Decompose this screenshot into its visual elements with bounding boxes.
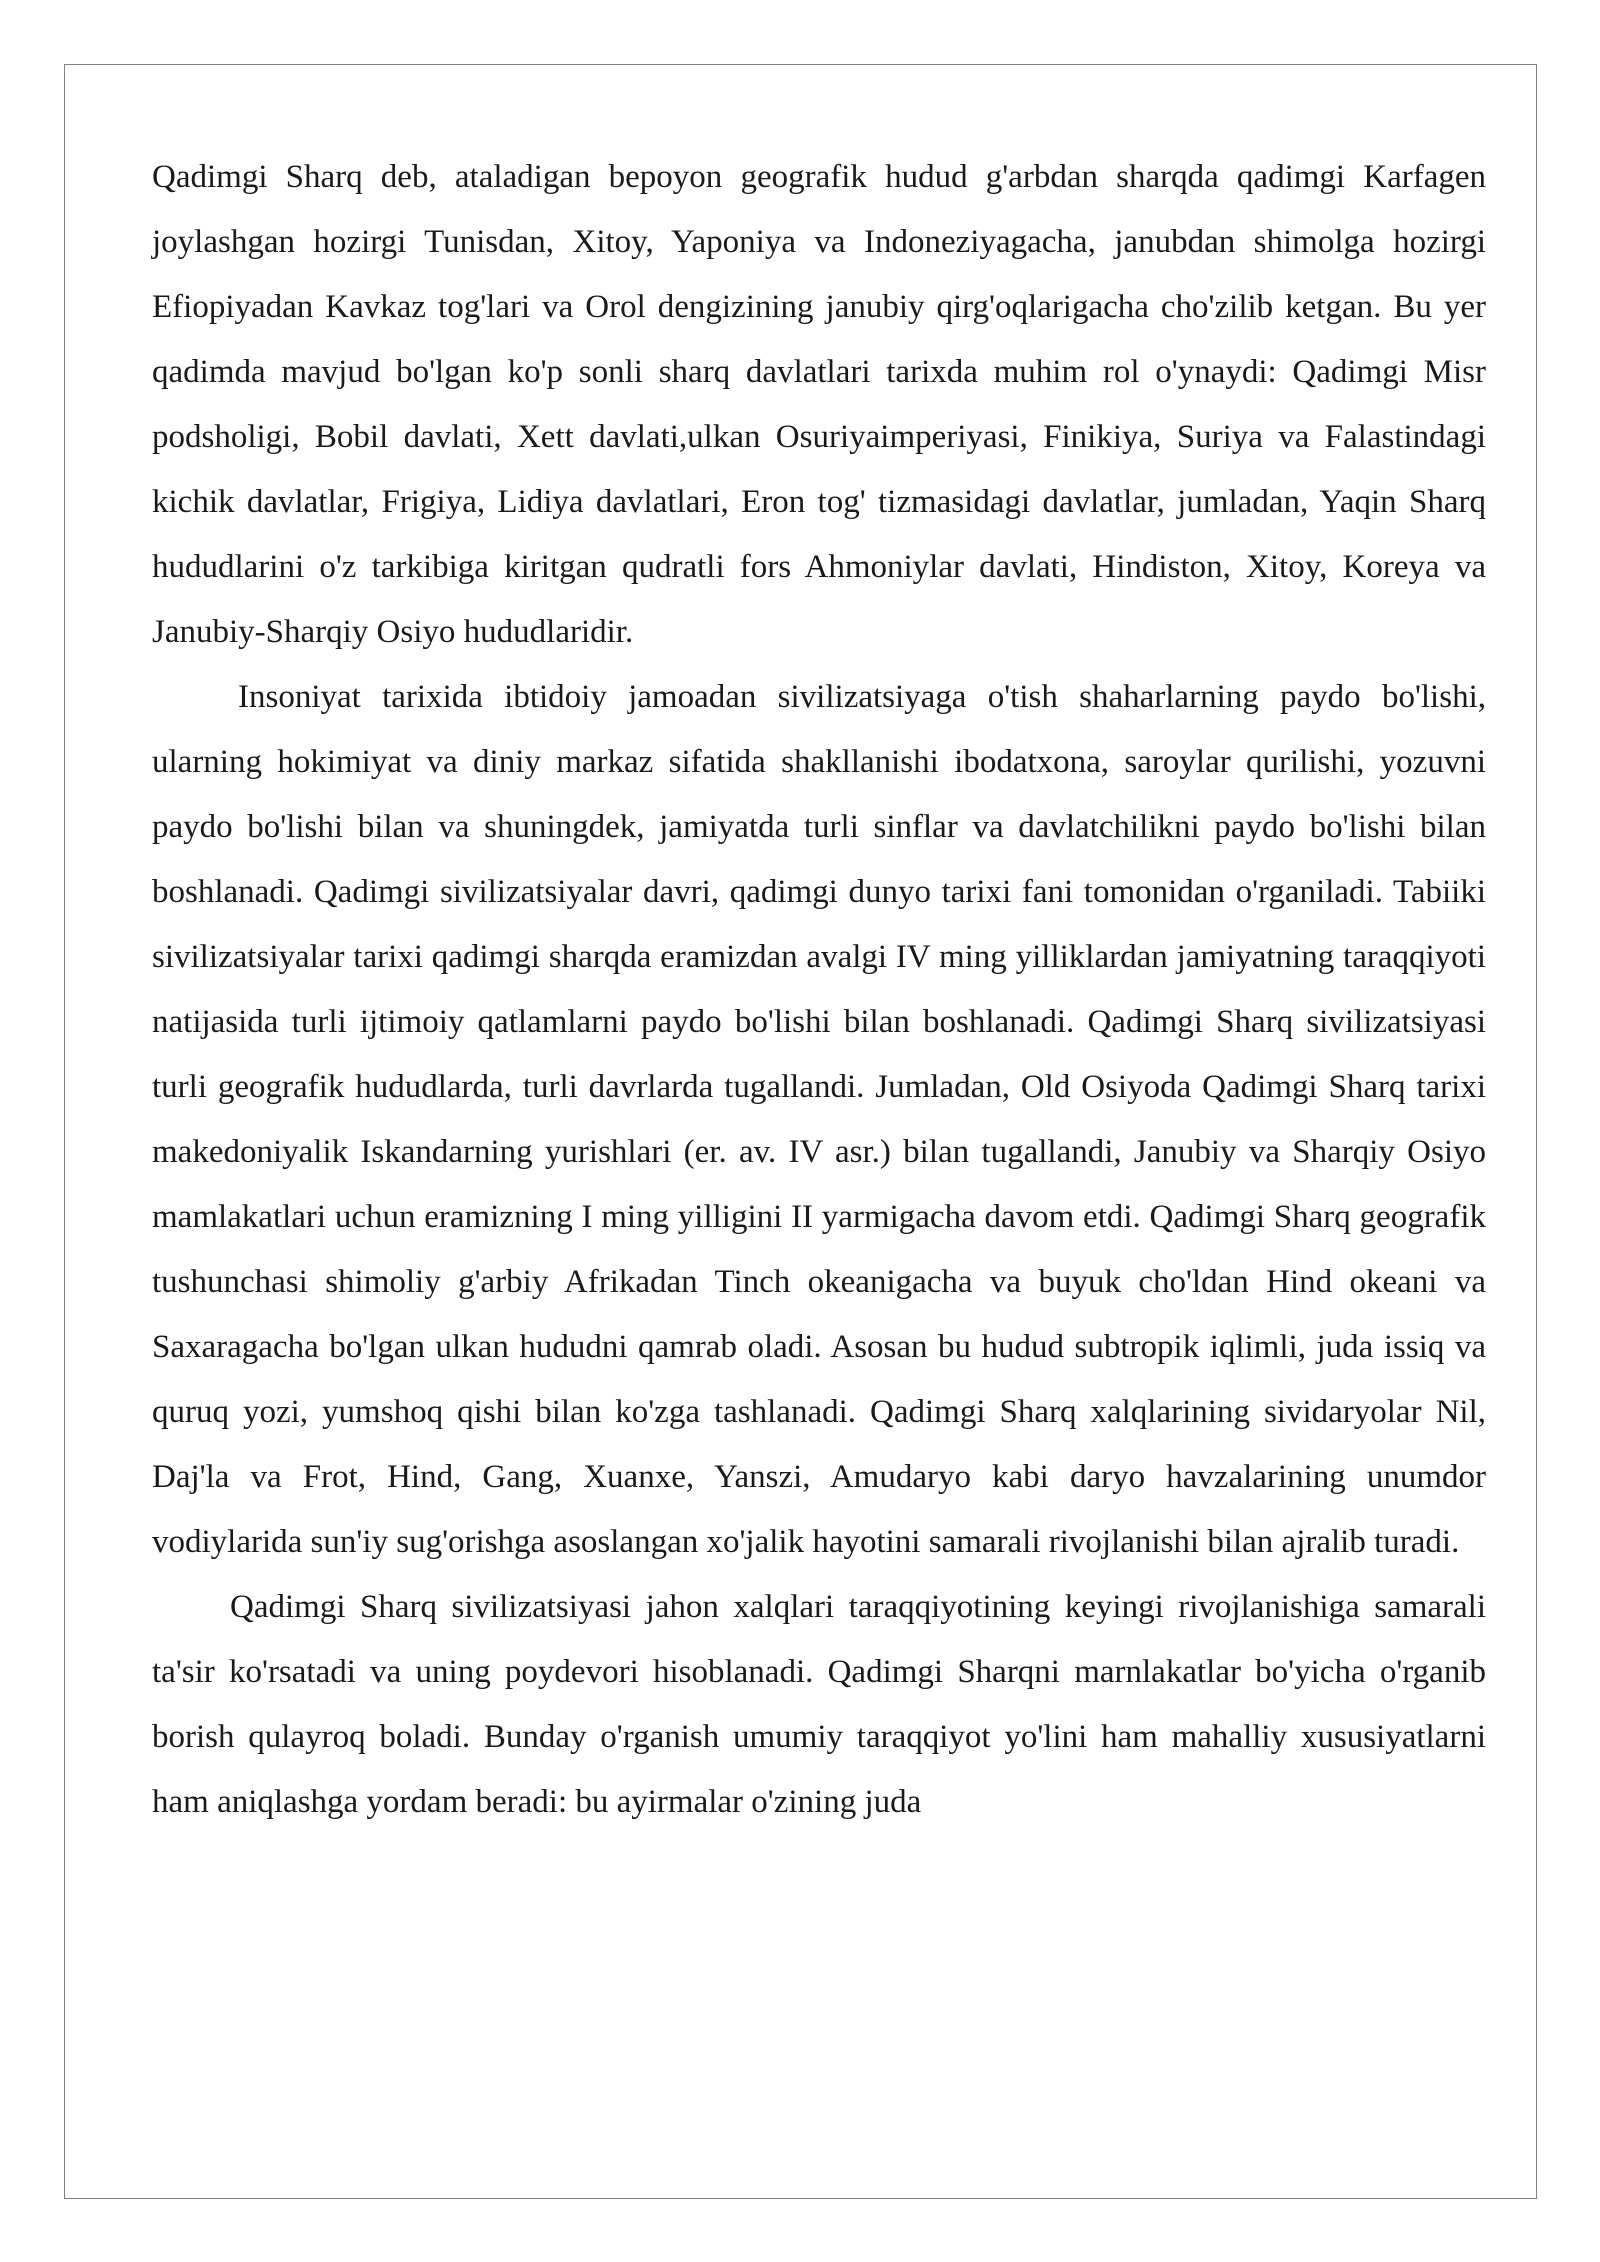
paragraph-2: Insoniyat tarixida ibtidoiy jamoadan sivilizatsiyaga o'tish shaharlarning paydo bo'lishi, ularning hokimiyat va diniy markaz sifatida shakllanishi ibodatxona, saroylar qurilishi, yozuvni paydo bo'lishi bilan va shuningdek, jamiyatda turli sinflar va davlatchilikni paydo bo'lishi bilan boshlanadi. Qadimgi sivilizatsiyalar davri, qadimgi dunyo tarixi fani tomonidan o'rganiladi. Tabiiki sivilizatsiyalar tarixi qadimgi sharqda eramizdan avalgi IV ming yilliklardan jamiyatning taraqqiyoti natijasida turli ijtimoiy qatlamlarni paydo bo'lishi bilan boshlanadi. Qadimgi Sharq sivilizatsiyasi turli geografik hududlarda, turli davrlarda tugallandi. Jumladan, Old Osiyoda Qadimgi Sharq tarixi makedoniyalik Iskandarning yurishlari (er. av. IV asr.) bilan tugallandi, Janubiy va Sharqiy Osiyo mamlakatlari uchun eramizning I ming yilligini II yarmigacha davom etdi. Qadimgi Sharq geografik tushunchasi shimoliy g'arbiy Afrikadan Tinch okeanigacha va buyuk cho'ldan Hind okeani va Saxaragacha bo'lgan ulkan hududni qamrab oladi. Asosan bu hudud subtropik iqlimli, juda issiq va quruq yozi, yumshoq qishi bilan ko'zga tashlanadi. Qadimgi Sharq xalqlarining sividaryolar Nil, Daj'la va Frot, Hind, Gang, Xuanxe, Yanszi, Amudaryo kabi daryo havzalarining unumdor vodiylarida sun'iy sug'orishga asoslangan xo'jalik hayotini samarali rivojlanishi bilan ajralib turadi. — [152, 679, 1486, 1560]
document-body — [152, 145, 1486, 1835]
paragraph-1: Qadimgi Sharq deb, ataladigan bepoyon geografik hudud g'arbdan sharqda qadimgi Karfagen joylashgan hozirgi Tunisdan, Xitoy, Yaponiya va Indoneziyagacha, janubdan shimolga hozirgi Efiopiyadan Kavkaz tog'lari va Orol dengizining janubiy qirg'oqlarigacha cho'zilib ketgan. Bu yer qadimda mavjud bo'lgan ko'p sonli sharq davlatlari tarixda muhim rol o'ynaydi: Qadimgi Misr podsholigi, Bobil davlati, Xett davlati,ulkan Osuriyaimperiyasi, Finikiya, Suriya va Falastindagi kichik davlatlar, Frigiya, Lidiya davlatlari, Eron tog' tizmasidagi davlatlar, jumladan, Yaqin Sharq hududlarini o'z tarkibiga kiritgan qudratli fors Ahmoniylar davlati, Hindiston, Xitoy, Koreya va Janubiy-Sharqiy Osiyo hududlaridir. — [152, 159, 1486, 650]
paragraph-3: Qadimgi Sharq sivilizatsiyasi jahon xalqlari taraqqiyotining keyingi rivojlanishiga samarali ta'sir ko'rsatadi va uning poydevori hisoblanadi. Qadimgi Sharqni marnlakatlar bo'yicha o'rganib borish qulayroq boladi. Bunday o'rganish umumiy taraqqiyot yo'lini ham mahalliy xususiyatlarni ham aniqlashga yordam beradi: bu ayirmalar o'zining juda — [152, 1589, 1486, 1820]
